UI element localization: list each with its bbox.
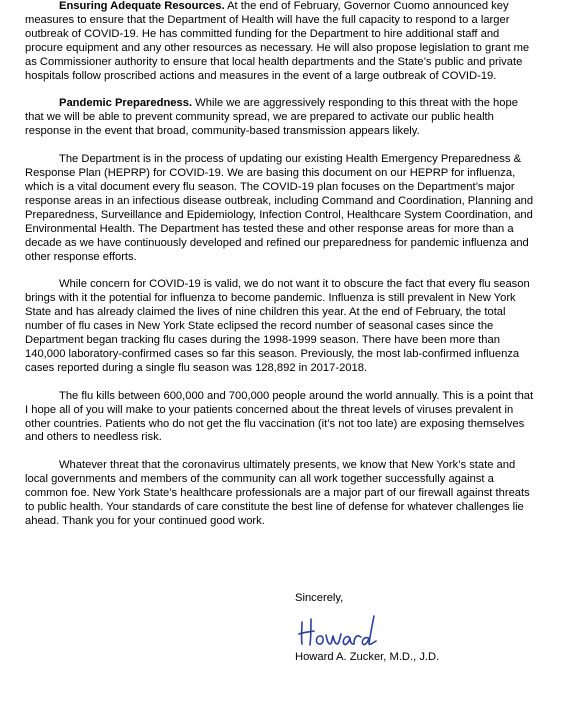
paragraph-text: At the end of February, Governor Cuomo announced key measures to ensure that the Department of Health will have the full capacity to respond to a larger outbreak of COVID-19. He has committed funding for the Department to hire additional staff and procure equipment and any other resources as necessary. He will also propose legislation to grant me as Commissioner authority to ensure that local health departments and the State’s public and private hospitals follow proscribed actions and measures in the event of a large outbreak of COVID-19.: [25, 0, 530, 82]
paragraph-text: While we are aggressively responding to this threat with the hope that we will be able to prevent community spread, we are prepared to activate our public health response in the event that broad, community-based transmission appears likely.: [25, 97, 518, 138]
paragraph-flu-deaths: [25, 390, 537, 446]
paragraph-text: While concern for COVID-19 is valid, we do not want it to obscure the fact that every flu season brings with it the potential for influenza to become pandemic. Influenza is still prevalent in New York State and has already claimed the lives of nine children this year. At the end of February, the total number of flu cases in New York State eclipsed the record number of seasonal cases since the Department began tracking flu cases during the 1998-1999 season. There have been more than 140,000 laboratory-confirmed cases so far this season. Previously, the most lab-confirmed influenza cases reported during a single flu season was 128,892 in 2017-2018.: [25, 278, 530, 374]
paragraph-influenza: [25, 278, 537, 375]
signer-name: Howard A. Zucker, M.D., J.D.: [295, 651, 440, 663]
paragraph-pandemic-preparedness: [25, 97, 537, 139]
closing-salutation: Sincerely,: [295, 592, 344, 604]
paragraph-closing-remarks: [25, 459, 537, 529]
paragraph-text: Whatever threat that the coronavirus ultimately presents, we know that New York’s state and local governments and members of the community can all work together successfully against a common foe. New York State’s healthcare professionals are a major part of our firewall against threats to public health. Your standards of care constitute the best line of defense for whatever challenges lie ahead. Thank you for your continued good work.: [25, 459, 530, 527]
paragraph-text: The flu kills between 600,000 and 700,000 people around the world annually. This is a point that I hope all of you will make to your patients concerned about the threat levels of viruses prevalent in other countries. Patients who do not get the flu vaccination (it’s not too late) are exposing themselves and others to needless risk.: [25, 389, 534, 444]
paragraph-text: The Department is in the process of updating our existing Health Emergency Preparedness & Response Plan (HEPRP) for COVID-19. We are basing this document on our HEPRP for influenza, which is a vital document every flu season. The COVID-19 plan focuses on the Department’s major response areas in an infectious disease outbreak, including Command and Coordination, Planning and Preparedness, Surveillance and Epidemiology, Infection Control, Healthcare System Coordination, and Environmental Health. The Department has tested these and other response areas for more than a decade as we have continuously developed and refined our preparedness for pandemic influenza and other response efforts.: [25, 153, 534, 263]
paragraph-heprp: [25, 153, 537, 264]
letter-body: [25, 0, 537, 543]
paragraph-heading: Pandemic Preparedness.: [59, 97, 193, 110]
paragraph-ensuring-adequate-resources: [25, 0, 537, 83]
handwritten-signature: [296, 610, 386, 652]
paragraph-heading: Ensuring Adequate Resources.: [59, 0, 225, 12]
